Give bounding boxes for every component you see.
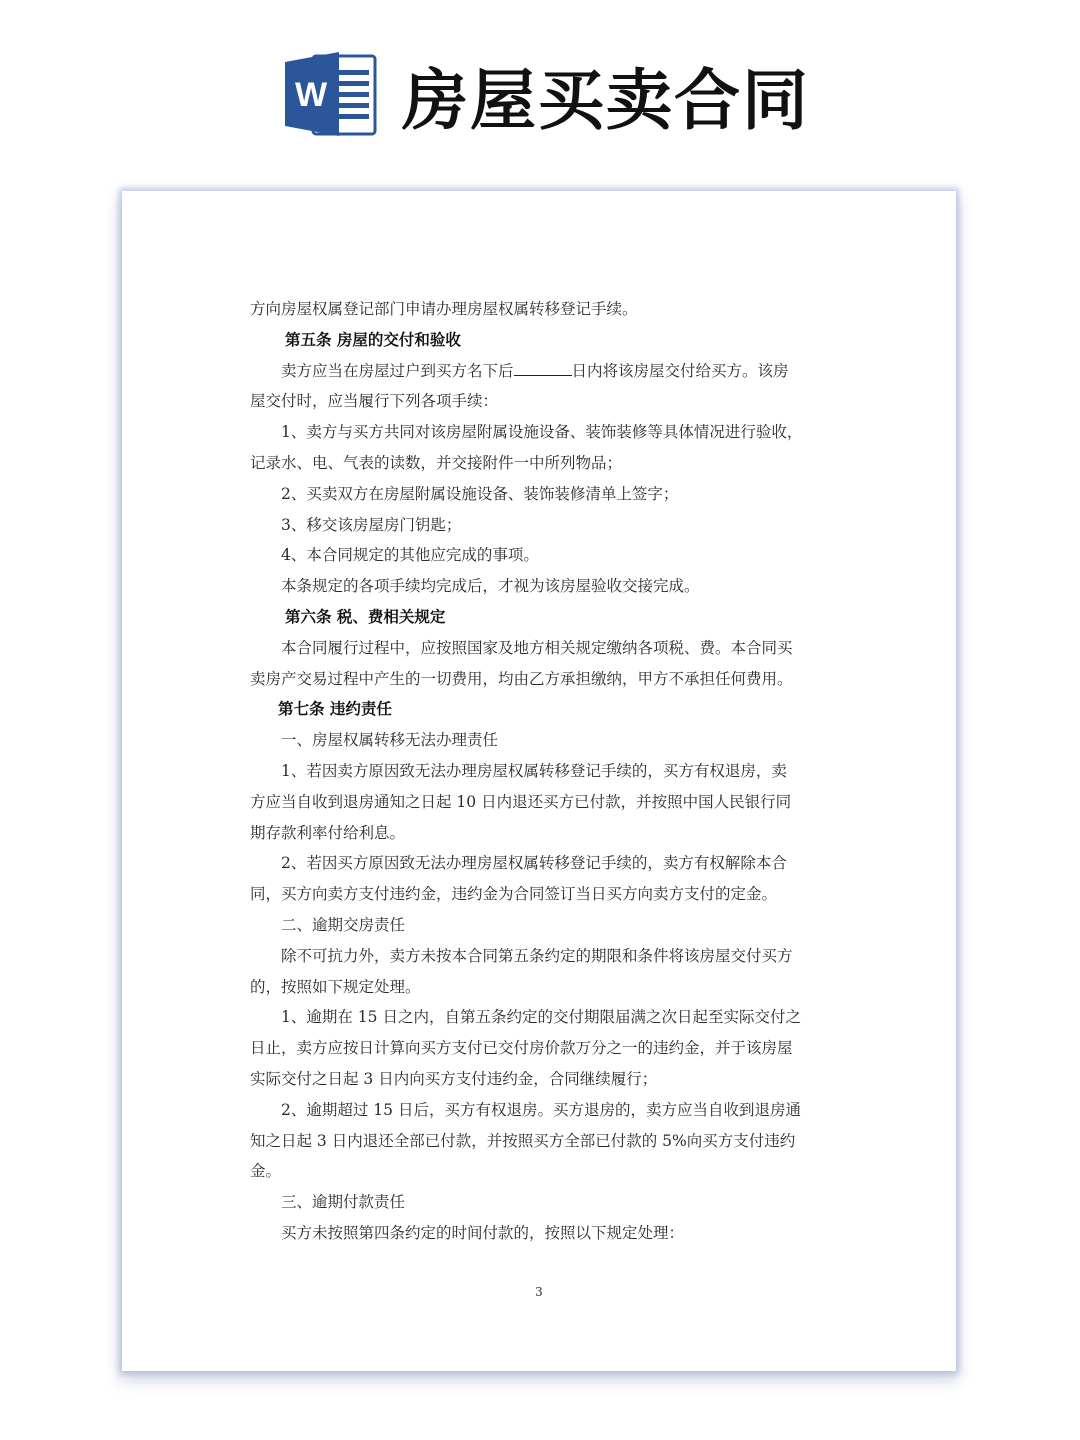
- list-item: 2、逾期超过 15 日后，买方有权退房。买方退房的，卖方应当自收到退房通: [281, 1100, 801, 1119]
- paragraph-line: 除不可抗力外，卖方未按本合同第五条约定的期限和条件将该房屋交付买方: [281, 946, 793, 965]
- section-title: 二、逾期交房责任: [281, 915, 406, 934]
- svg-text:W: W: [294, 76, 328, 114]
- paragraph-line: 期存款利率付给利息。: [250, 823, 406, 842]
- paragraph-line: 屋交付时，应当履行下列各项手续：: [250, 392, 499, 411]
- paragraph-line: 记录水、电、气表的读数，并交接附件一中所列物品；: [250, 453, 623, 472]
- section-title: 三、逾期付款责任: [281, 1193, 406, 1212]
- article-7-heading: 第七条 违约责任: [278, 699, 392, 719]
- paragraph-text: 卖方应当在房屋过户到买方名下后: [281, 361, 514, 380]
- document-body: [250, 294, 830, 1249]
- fill-in-blank: [514, 357, 572, 376]
- paragraph-line: 日止，卖方应按日计算向买方支付已交付房价款万分之一的违约金，并于该房屋: [250, 1039, 793, 1058]
- article-6-heading: 第六条 税、费相关规定: [285, 606, 446, 626]
- document-title: 房屋买卖合同: [402, 61, 810, 139]
- paragraph-line: 同，买方向卖方支付违约金，违约金为合同签订当日买方向卖方支付的定金。: [250, 885, 778, 904]
- list-item: 2、买卖双方在房屋附属设施设备、装饰装修清单上签字；: [281, 484, 679, 503]
- word-document-icon: [283, 50, 377, 138]
- paragraph-line: 知之日起 3 日内退还全部已付款，并按照买方全部已付款的 5%向买方支付违约: [250, 1131, 796, 1150]
- paragraph-line: 实际交付之日起 3 日内向买方支付违约金，合同继续履行；: [250, 1069, 658, 1088]
- paragraph-line: 的，按照如下规定处理。: [250, 977, 421, 996]
- paragraph-line: 方向房屋权属登记部门申请办理房屋权属转移登记手续。: [250, 300, 638, 318]
- list-item: 3、移交该房屋房门钥匙；: [281, 515, 462, 534]
- article-5-paragraph: [250, 356, 830, 387]
- document-page: [122, 191, 956, 1371]
- list-item: 1、卖方与买方共同对该房屋附属设施设备、装饰装修等具体情况进行验收，: [281, 423, 803, 442]
- page-number: 3: [535, 1285, 543, 1299]
- paragraph-line: 方应当自收到退房通知之日起 10 日内退还买方已付款，并按照中国人民银行同: [250, 792, 792, 811]
- paragraph-line: 本合同履行过程中，应按照国家及地方相关规定缴纳各项税、费。本合同买: [281, 638, 793, 657]
- paragraph-line: 本条规定的各项手续均完成后，才视为该房屋验收交接完成。: [281, 577, 700, 596]
- paragraph-line: 金。: [250, 1162, 282, 1181]
- paragraph-line: 卖房产交易过程中产生的一切费用，均由乙方承担缴纳，甲方不承担任何费用。: [250, 669, 793, 688]
- header: [0, 0, 1080, 190]
- paragraph-line: 买方未按照第四条约定的时间付款的，按照以下规定处理：: [281, 1223, 685, 1242]
- list-item: 4、本合同规定的其他应完成的事项。: [281, 546, 539, 565]
- list-item: 2、若因买方原因致无法办理房屋权属转移登记手续的，卖方有权解除本合: [281, 854, 787, 873]
- article-5-heading: 第五条 房屋的交付和验收: [285, 329, 461, 349]
- list-item: 1、逾期在 15 日之内，自第五条约定的交付期限届满之次日起至实际交付之: [281, 1008, 801, 1027]
- section-title: 一、房屋权属转移无法办理责任: [281, 731, 499, 750]
- list-item: 1、若因卖方原因致无法办理房屋权属转移登记手续的，买方有权退房，卖: [281, 761, 787, 780]
- paragraph-text: 日内将该房屋交付给买方。该房: [571, 361, 789, 380]
